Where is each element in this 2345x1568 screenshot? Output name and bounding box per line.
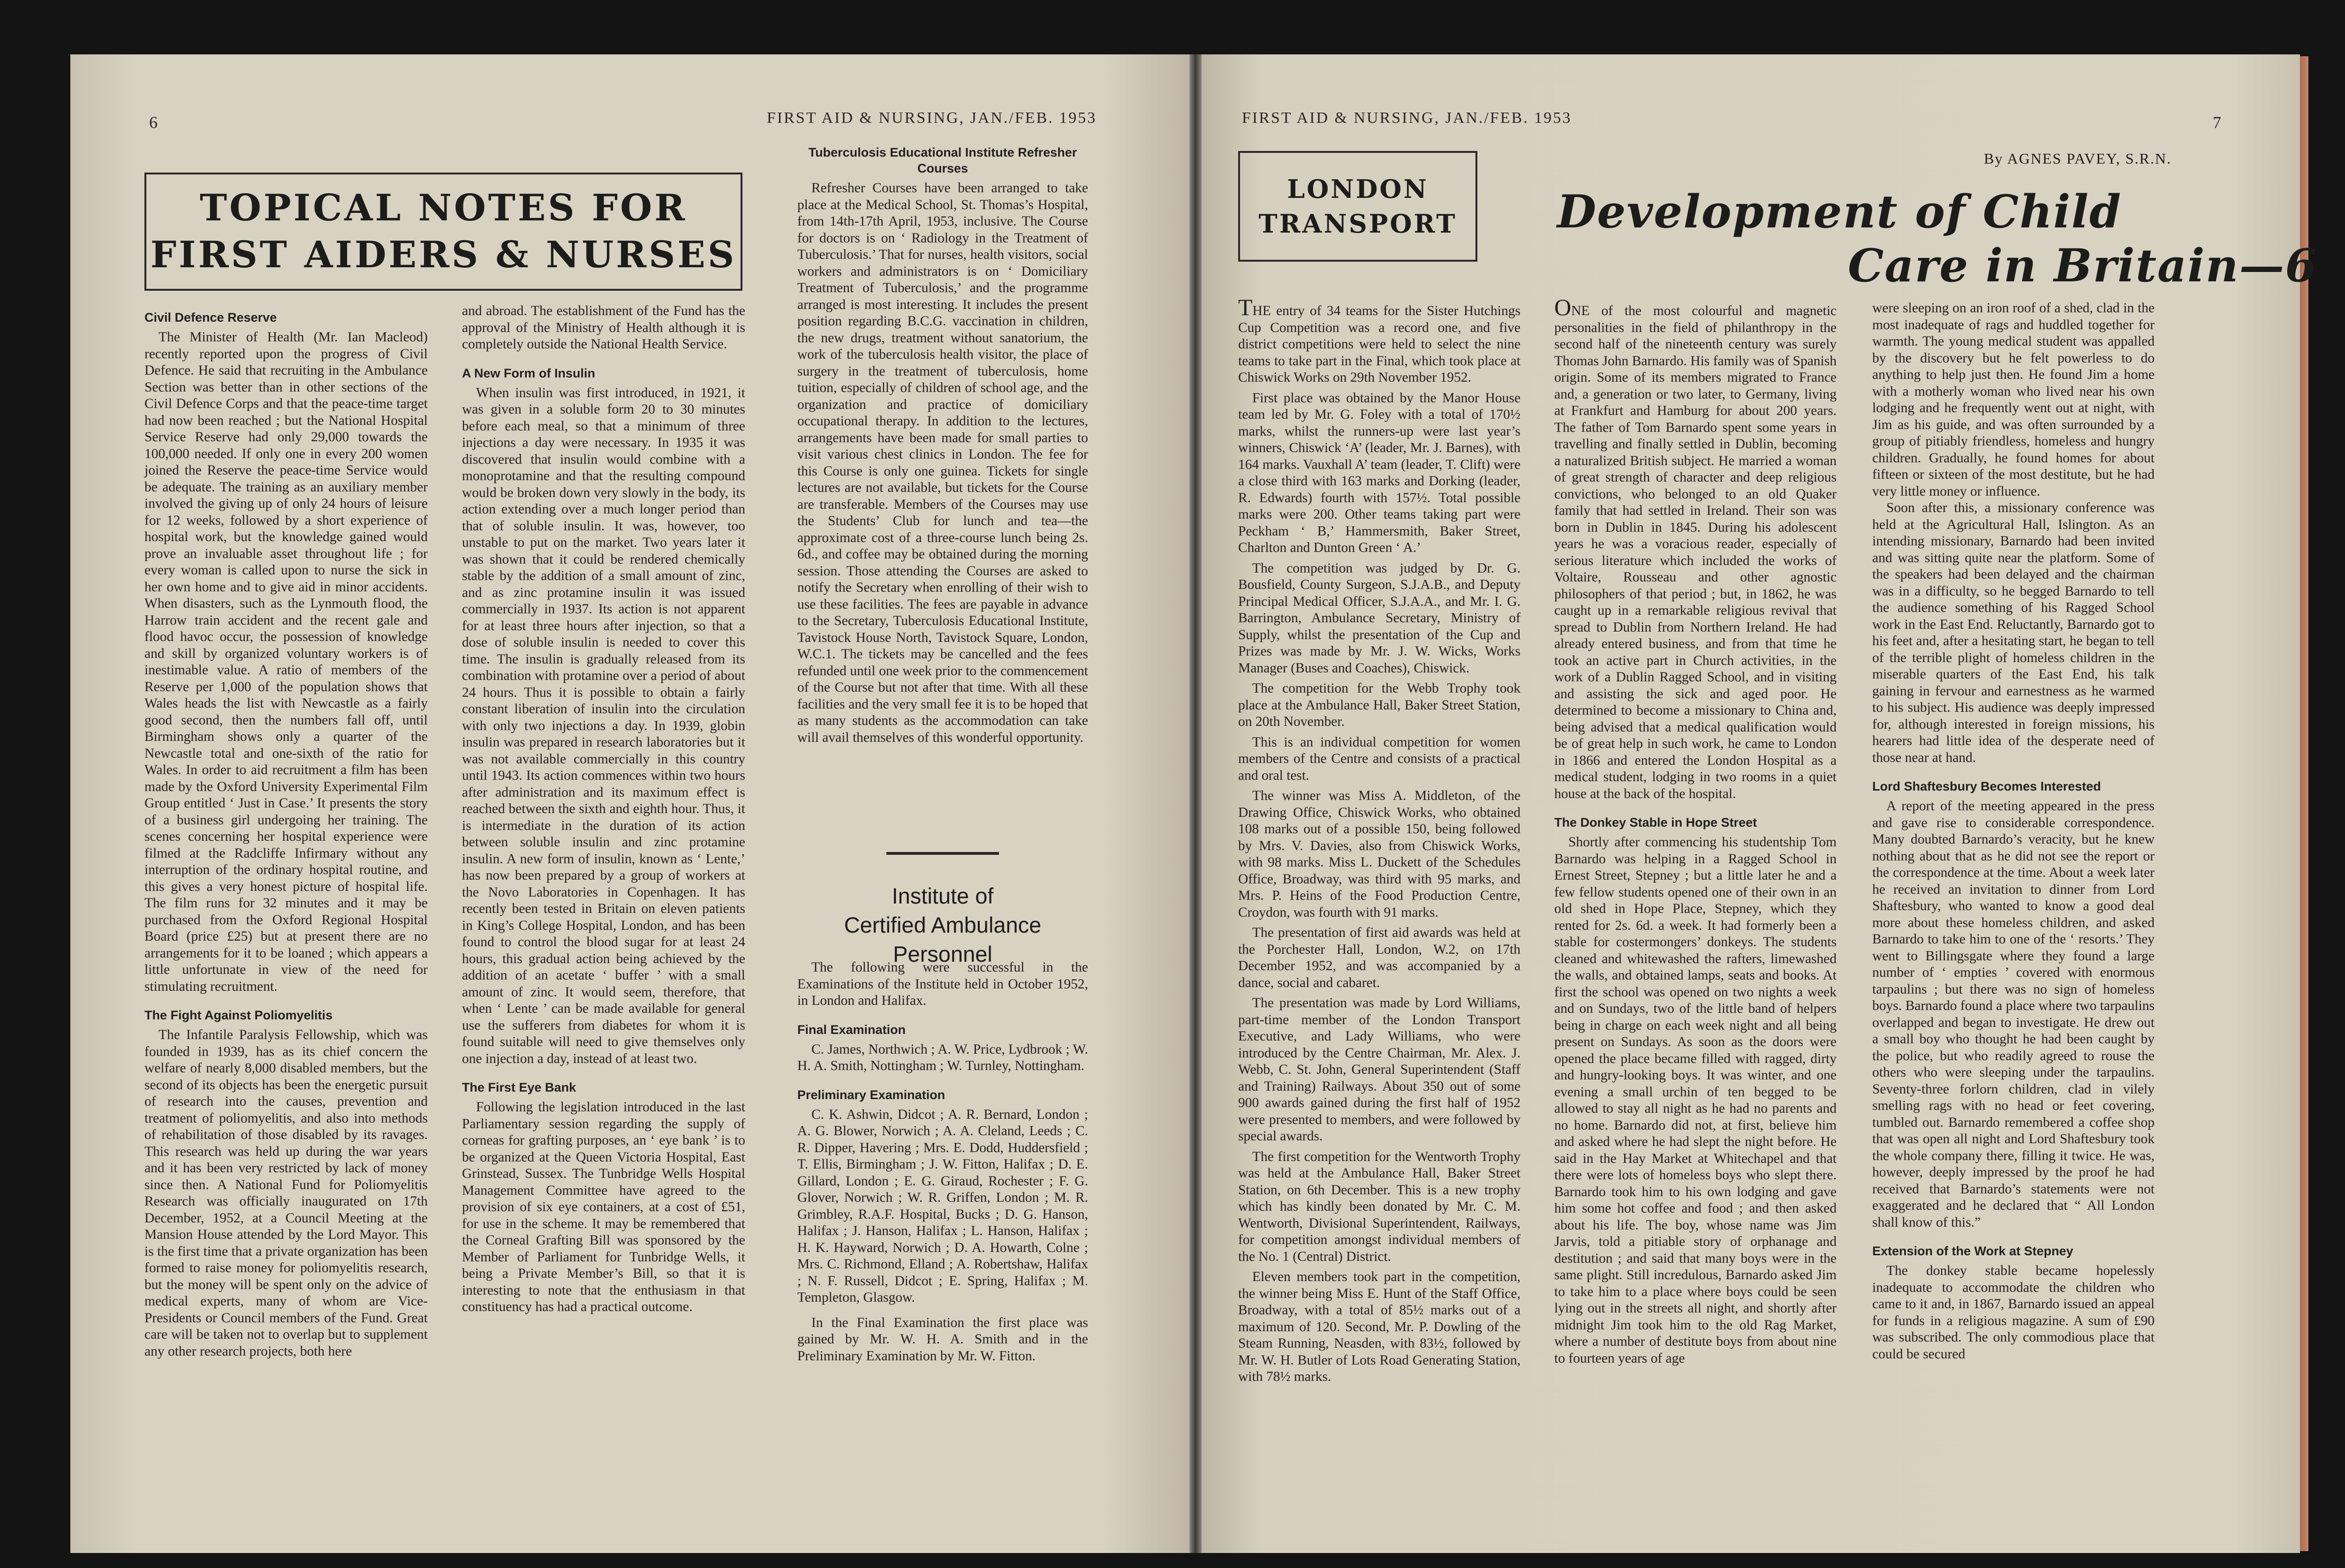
section-heading: Tuberculosis Educational Institute Refresher Courses [808,145,1077,175]
section-heading: Final Examination [797,1022,906,1037]
institute-title-line-1: Institute of [892,883,994,908]
paragraph: The following were successful in the Examinations of the Institute held in October 1952, in London and Halifax. [797,960,1088,1008]
title-line-2: FIRST AIDERS & NURSES [150,234,737,276]
paragraph: Following the legislation introduced in the last Parliamentary session regarding the supply of corneas for grafting purposes, an ‘ eye bank ’ is to be organized at the Queen Victoria Hospital, East Grinstead, Sussex. The Tunbridge Wells Hospital Management Committee have agreed to the provision of six eye containers, at a cost of £51, for use in the scheme. It may be remembered that the Corneal Grafting Bill was sponsored by the Member of Parliament for Tunbridge Wells, it being a Private Member’s Bill, so that it is interesting to note that the enthusiasm in that constituency has had a practical outcome. [462,1100,745,1314]
section-heading: The Fight Against Poliomyelitis [144,1008,333,1022]
paragraph: The Infantile Paralysis Fellowship, which was founded in 1939, has as its chief concern the welfare of nearly 8,000 disabled members, but the second of its objects has been the energetic pursuit of research into the causes, prevention and treatment of poliomyelitis, and also into methods of rehabilitation of those disabled by its ravages. This research was held up during the war years and it has been very restricted by lack of money since then. A National Fund for Poliomyelitis Research was officially inaugurated on 17th December, 1952, at a Council Meeting at the Mansion House attended by the Lord Mayor. This is the first time that a private organization has been formed to raise money for poliomyelitis research, but the money will be spent only on the advice of medical experts, many of whom are Vice-Presidents or Council members of the Fund. Great care will be taken not to overlap but to supplement any other research projects, both here [144,1027,428,1359]
binding-gutter [1189,54,1202,1553]
paragraph: First place was obtained by the Manor House team led by Mr. G. Foley with a total of 170½ marks, whilst the runners-up were last year’s winners, Chiswick ‘A’ (leader, Mr. J. Barnes), with 164 marks. Vauxhall A’ team (leader, T. Clift) were a close third with 163 marks and Dorking (leader, R. Edwards) fourth with 157½. Total possible marks were 200. Other teams taking part were Peckham ‘ B,’ Hammersmith, Baker Street, Charlton and Dunton Green ‘ A.’ [1238,390,1520,555]
right-running-head: FIRST AID & NURSING, JAN./FEB. 1953 [1242,109,1572,127]
left-col-3-top [797,144,1088,746]
paragraph: NE of the most colourful and magnetic personalities in the field of philanthropy in the second half of the nineteenth century was surely Thomas John Barnardo. His family was of Spanish origin. Some of its members migrated to France and, a generation or two later, to Germany, living at Frankfurt and Hamburg for about 200 years. The father of Tom Barnardo spent some years in travelling and finally settled in Dublin, becoming a naturalized British subject. He married a woman of great strength of character and deep religious convictions, who belonged to an old Quaker family that had settled in Ireland. Their son was born in Dublin in 1845. During his adolescent years he was a voracious reader, especially of serious literature which included the works of Voltaire, Rousseau and other agnostic philosophers of that period ; but, in 1862, he was caught up in a remarkable religious revival that spread to Dublin from Northern Ireland. He had already entered business, and from that time he took an active part in Church activities, in the work of a Dublin Ragged School, and in visiting and assisting the sick and aged poor. He determined to become a missionary to China and, being advised that a medical qualification would be of great help in such work, he came to London in 1866 and entered the London Hospital as a medical student, lodging in two rooms in a quiet house at the back of the hospital. [1554,303,1837,801]
paragraph: In the Final Examination the first place was gained by Mr. W. H. A. Smith and in the Preliminary Examination by Mr. W. Fitton. [797,1315,1088,1364]
paragraph: When insulin was first introduced, in 1921, it was given in a soluble form 20 to 30 minutes before each meal, so that a minimum of three injections a day were necessary. In 1935 it was discovered that insulin would combine with a monoprotamine and that the resulting compound would be broken down very slowly in the body, its action extending over a much longer period than that of soluble insulin. It was, however, too unstable to put on the market. Two years later it was shown that it could be rendered chemically stable by the addition of a small amount of zinc, and as zinc protamine insulin it was issued commercially in 1937. Its action is not apparent for at least three hours after injection, so that a dose of soluble insulin is needed to cover this time. The insulin is gradually released from its combination with protamine over a period of about 24 hours. Thus it is possible to obtain a fairly constant liberation of insulin into the circulation with only two injections a day. In 1939, globin insulin was prepared in research laboratories but it was not available commercially in this country until 1943. Its action commences within two hours after administration and its maximum effect is reached between the sixth and eighth hour. Thus, it is intermediate in the duration of its action between soluble insulin and zinc protamine insulin. A new form of insulin, known as ‘ Lente,’ has now been prepared by a group of workers at the Novo Laboratories in Copenhagen. It has recently been tested in Britain on eleven patients in King’s College Hospital, London, and has been found to control the blood sugar for at least 24 hours, this gradual action being achieved by the addition of an acetate ‘ buffer ’ with a small amount of zinc. It would seem, therefore, that when ‘ Lente ’ can be made available for general use the sufferers from diabetes for whom it is found suitable will need to give themselves only one injection a day, instead of at least two. [462,385,745,1066]
drop-cap: O [1554,294,1572,320]
paragraph: The donkey stable became hopelessly inadequate to accommodate the children who came to it and, in 1867, Barnardo issued an appeal for funds in a religious magazine. A sum of £90 was subscribed. The only commodious place that could be secured [1872,1263,2155,1362]
paragraph: The presentation was made by Lord Williams, part-time member of the London Transport Executive, and Lady Williams, who were introduced by the Centre Chairman, Mr. Alex. J. Webb, C. St. John, General Superintendent (Staff and Training) Railways. About 350 out of some 900 awards gained during the first half of 1952 were presented to members, and were followed by special awards. [1238,995,1520,1144]
right-col-1 [1238,294,1520,1386]
paragraph: HE entry of 34 teams for the Sister Hutchings Cup Competition was a record one, and five district competitions were held to select the nine teams to take part in the Final, which took place at Chiswick Works on 29th November 1952. [1238,303,1520,385]
paragraph: C. K. Ashwin, Didcot ; A. R. Bernard, London ; A. G. Blower, Norwich ; A. A. Cleland, Leeds ; C. R. Dipper, Havering ; Mrs. E. Dodd, Huddersfield ; T. Ellis, Birmingham ; J. W. Fitton, Halifax ; D. E. Gillard, London ; E. G. Giraud, Rochester ; F. G. Glover, Norwich ; W. R. Griffen, London ; M. R. Grimbley, R.A.F. Hospital, Bucks ; D. G. Hanson, Halifax ; J. Hanson, Halifax ; L. Hanson, Halifax ; H. K. Hayward, Norwich ; D. A. Howarth, Colne ; Mrs. C. Richmond, Elland ; A. Robertshaw, Halifax ; N. F. Russell, Didcot ; E. Spring, Halifax ; M. Templeton, Glasgow. [797,1107,1088,1305]
paragraph: The winner was Miss A. Middleton, of the Drawing Office, Chiswick Works, who obtained 108 marks out of a possible 150, being followed by Mrs. V. Davies, also from Chiswick Works, with 98 marks. Miss L. Duckett of the Schedules Office, Broadway, was third with 95 marks, and Mrs. P. Heins of the Food Production Centre, Croydon, was fourth with 91 marks. [1238,788,1520,920]
right-page-number: 7 [2213,113,2223,132]
left-page-number: 6 [149,113,159,132]
right-col-3 [1872,300,2155,1363]
paragraph: A report of the meeting appeared in the press and gave rise to considerable correspondence. Many doubted Barnardo’s veracity, but he knew nothing about that as he did not see the report or the correspondence at the time. About a week later he received an invitation to dinner from Lord Shaftesbury, who wanted to know a good deal more about these homeless children, and asked Barnardo to take him to one of the ‘ resorts.’ They went to Billingsgate where they found a large number of ‘ empties ’ covered with enormous tarpaulins ; but there was no sign of homeless boys. Barnardo found a place where two tarpaulins overlapped and began to investigate. He drew out a small boy who thought he had been caught by the police, but who readily agreed to rouse the others who were sleeping under the tarpaulins. Seventy-three forlorn children, clad in vilely smelling rags with no head or feet covering, tumbled out. Barnardo remembered a coffee shop that was open all night and Lord Shaftesbury took the whole company there, filling it twice. He was, however, deeply impressed by the proof he had received that Barnardo’s statements were not exaggerated and he declared that “ All London shall know of this.” [1872,799,2155,1230]
institute-title-line-2: Certified Ambulance Personnel [844,912,1042,966]
section-heading: Extension of the Work at Stepney [1872,1244,2073,1258]
left-col-1 [144,309,428,1360]
paragraph: Shortly after commencing his studentship Tom Barnardo was helping in a Ragged School in Ernest Street, Stepney ; but a little later he and a few fellow students opened one of their own in an old shed in Hope Place, Stepney, which they rented for 2s. 6d. a week. It had formerly been a stable for costermongers’ donkeys. The students cleaned and whitewashed the rafters, limewashed the walls, and obtained lamps, seats and books. At first the school was opened on two nights a week and on Sundays, two of the little band of helpers being in charge on each week night and all being present on Sundays. As soon as the doors were opened the place became filled with ragged, dirty and hungry-looking boys. It was winter, and one evening a small urchin of ten begged to be allowed to stay all night as he had no parents and no home. Barnardo did not, at first, believe him and asked where he had slept the night before. He said in the Hay Market at Whitechapel and that there were lots of homeless boys who slept there. Barnardo took him to his own lodging and gave him some hot coffee and food ; and then asked about his life. The boy, whose name was Jim Jarvis, told a pitiable story of orphanage and destitution ; and said that many boys were in the same plight. Still incredulous, Barnardo asked Jim to take him to a place where boys could be seen lying out in the streets all night, and shortly after midnight Jim took him to the old Rag Market, where a number of destitute boys from about nine to fourteen years of age [1554,835,1837,1366]
drop-cap: T [1238,294,1253,320]
section-divider-rule [886,852,999,855]
institute-title [807,882,1079,969]
section-heading: A New Form of Insulin [462,366,596,380]
section-heading: The Donkey Stable in Hope Street [1554,815,1757,829]
paragraph: The presentation of first aid awards was held at the Porchester Hall, London, W.2, on 17th December 1952, and was accompanied by a dance, social and cabaret. [1238,925,1520,990]
left-col-3-bottom [797,959,1088,1364]
paragraph: Refresher Courses have been arranged to take place at the Medical School, St. Thomas’s Hospital, from 14th-17th April, 1953, inclusive. The Course for doctors is on ‘ Radiology in the Treatment of Tuberculosis.’ That for nurses, health visitors, social workers and administrators is on ‘ Domiciliary Treatment of Tuberculosis,’ and the programme arranged is most interesting. It includes the present position regarding B.C.G. vaccination in children, the new drugs, treatment without sanatorium, the work of the tuberculosis health visitor, the place of surgery in the treatment of tuberculosis, home tuition, especially of children of school age, and the organization and practice of domiciliary occupational therapy. In addition to the lectures, arrangements have been made for small parties to visit various chest clinics in London. The fee for this Course is only one guinea. Tickets for single lectures are not available, but tickets for the Course are transferable. Members of the Courses may use the Students’ Club for lunch and tea—the approximate cost of a three-course lunch being 2s. 6d., and coffee may be obtained during the morning session. Those attending the Courses are asked to notify the Secretary when enrolling of their wish to use these facilities. The fees are payable in advance to the Secretary, Tuberculosis Educational Institute, Tavistock House North, Tavistock Square, London, W.C.1. The tickets may be cancelled and the fees refunded until one week prior to the commencement of the Course but not after that time. With all these facilities and the very small fee it is to be hoped that as many students as the accommodation can take will avail themselves of this wonderful opportunity. [797,181,1088,745]
paragraph: C. James, Northwich ; A. W. Price, Lydbrook ; W. H. A. Smith, Nottingham ; W. Turnley, Nottingham. [797,1041,1088,1073]
byline: By AGNES PAVEY, S.R.N. [1984,150,2171,167]
section-heading: The First Eye Bank [462,1080,576,1094]
dev-title-line-2: Care in Britain—6 [1848,239,2318,292]
section-heading: Lord Shaftesbury Becomes Interested [1872,779,2101,793]
title-line-1: TOPICAL NOTES FOR [199,187,688,229]
paragraph: Eleven members took part in the competition, the winner being Miss E. Hunt of the Staff Office, Broadway, with a total of 85½ marks out of a maximum of 120. Second, Mr. P. Dowling of the Steam Running, Neasden, with 83½, followed by Mr. W. H. Butler of Lots Road Generating Station, with 78½ marks. [1238,1269,1520,1384]
right-col-2 [1554,294,1837,1367]
paragraph: were sleeping on an iron roof of a shed, clad in the most inadequate of rags and huddled together for warmth. The young medical student was appalled by the discovery but he felt powerless to do anything to help just then. He found Jim a home with a motherly woman who lived near his own lodging and he frequently went out at night, with Jim as his guide, and was often surrounded by a group of pitiably friendless, homeless and hungry children. Gradually, he found homes for about fifteen or sixteen of the most destitute, but he had very little money or influence. [1872,301,2155,499]
paragraph: This is an individual competition for women members of the Centre and consists of a practical and oral test. [1238,734,1520,783]
section-heading: Civil Defence Reserve [144,310,277,324]
left-col-2 [462,303,745,1316]
paragraph: Soon after this, a missionary conference was held at the Agricultural Hall, Islington. As an intending missionary, Barnardo had been invited and was sitting quite near the platform. Some of the speakers had been delayed and the chairman was in a difficulty, so he begged Barnardo to tell the audience something of his Ragged School work in the East End. Reluctantly, Barnardo got to his feet and, after a hesitating start, he began to tell of the terrible plight of homeless children in the miserable quarters of the East End, his talk gaining in fervour and earnestness as he warmed to his subject. His audience was deeply impressed for, although interested in foreign missions, his hearers had little idea of the desperate need of those near at hand. [1872,500,2155,765]
paragraph: The competition for the Webb Trophy took place at the Ambulance Hall, Baker Street Station, on 20th November. [1238,681,1520,729]
paragraph: The Minister of Health (Mr. Ian Macleod) recently reported upon the progress of Civil Defence. He said that recruiting in the Ambulance Section was better than in other sections of the Civil Defence Corps and that the peace-time target had now been reached ; but the National Hospital Service Reserve had only 29,000 towards the 100,000 needed. If only one in every 200 women joined the Reserve the peace-time Service would be adequate. The training as an auxiliary member involved the giving up of only 24 hours of leisure for 12 weeks, followed by a short experience of hospital work, but the knowledge gained would prove an invaluable asset throughout life ; for every woman is called upon to nurse the sick in her own home and to give aid in minor accidents. When disasters, such as the Lynmouth flood, the Harrow train accident and the recent gale and flood havoc occur, the possession of knowledge and skill by organized voluntary workers is of inestimable value. A ratio of members of the Reserve per 1,000 of the population shows that Wales heads the list with Newcastle as a fairly good second, then the numbers fall off, until Birmingham shows only a quarter of the Newcastle total and one-sixth of the ratio for Wales. In order to aid recruitment a film has been made by the Oxford University Experimental Film Group entitled ‘ Just in Case.’ It presents the story of a business girl undergoing her training. The scenes concerning her hospital experience were filmed at the Radcliffe Infirmary without any interruption of the ordinary hospital routine, and this gives a very honest picture of hospital life. The film runs for 32 minutes and it may be purchased from the Oxford Regional Hospital Board (price £25) but at present there are no arrangements for it to be loaned ; which appears a little unfortunate in view of the need for stimulating recruitment. [144,330,428,994]
dev-title-line-1: Development of Child [1557,185,2122,238]
london-title-line-2: TRANSPORT [1258,209,1457,239]
paragraph: The competition was judged by Dr. G. Bousfield, County Surgeon, S.J.A.B., and Deputy Principal Medical Officer, S.J.A.A., and Mr. I. G. Barrington, Ambulance Secretary, Ministry of Supply, whilst the presentation of the Cup and Prizes was made by Mr. J. W. Wicks, Works Manager (Buses and Coaches), Chiswick. [1238,560,1520,676]
london-title-line-1: LONDON [1287,174,1429,204]
left-running-head: FIRST AID & NURSING, JAN./FEB. 1953 [767,109,1097,127]
section-heading: Preliminary Examination [797,1087,946,1102]
topical-notes-title-box [144,173,742,291]
paragraph: The first competition for the Wentworth Trophy was held at the Ambulance Hall, Baker Street Station, on 6th December. This is a new trophy which has kindly been donated by Mr. C. M. Wentworth, Divisional Superintendent, Railways, for competition amongst individual members of the No. 1 (Central) District. [1238,1149,1520,1264]
paragraph: and abroad. The establishment of the Fund has the approval of the Ministry of Health although it is completely outside the National Health Service. [462,303,745,352]
london-transport-title-box [1238,151,1477,262]
